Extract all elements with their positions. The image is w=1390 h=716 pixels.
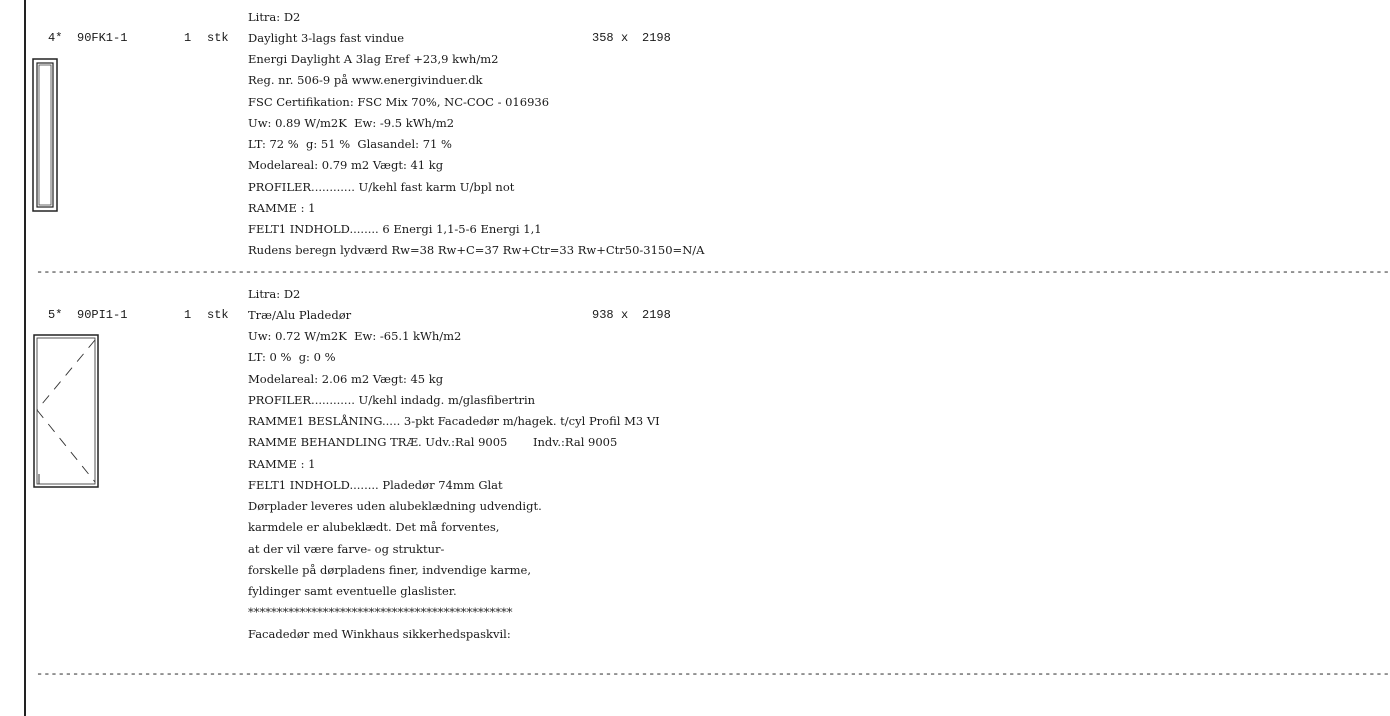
door-drawing <box>33 334 101 490</box>
item-spec-line: fyldinger samt eventuelle glaslister. <box>248 584 457 598</box>
item-spec-line: FELT1 INDHOLD........ Pladedør 74mm Glat <box>248 478 503 492</box>
item-spec-line: PROFILER............ U/kehl fast karm U/bpl not <box>248 180 515 194</box>
item-unit: stk <box>207 308 229 322</box>
item-spec-line: Rudens beregn lydværd Rw=38 Rw+C=37 Rw+Ctr=33 Rw+Ctr50-3150=N/A <box>248 243 705 257</box>
item-spec-line: Modelareal: 0.79 m2 Vægt: 41 kg <box>248 158 444 172</box>
item-spec-line: FELT1 INDHOLD........ 6 Energi 1,1-5-6 Energi 1,1 <box>248 222 542 236</box>
item-spec-line: at der vil være farve- og struktur- <box>248 542 445 556</box>
item-title: Træ/Alu Pladedør <box>248 308 352 322</box>
item-spec-line: forskelle på dørpladens finer, indvendige karme, <box>248 563 531 577</box>
item-code: 90PI1-1 <box>77 308 128 322</box>
left-margin-rule <box>24 0 26 716</box>
item-unit: stk <box>207 31 229 45</box>
item-position: 5* <box>48 308 63 322</box>
item-spec-line: PROFILER............ U/kehl indadg. m/glasfibertrin <box>248 393 536 407</box>
item-quantity: 1 <box>184 308 192 322</box>
item-spec-line: karmdele er alubeklædt. Det må forventes, <box>248 520 500 534</box>
item-litra: Litra: D2 <box>248 10 301 24</box>
item-spec-line: ********************************************** <box>248 605 513 619</box>
item-spec-line: Uw: 0.72 W/m2K Ew: -65.1 kWh/m2 <box>248 329 462 343</box>
item-width: 938 <box>592 308 614 322</box>
item-spec-line: RAMME BEHANDLING TRÆ. Udv.:Ral 9005 Indv.:Ral 9005 <box>248 435 618 449</box>
item-height: 2198 <box>642 308 671 322</box>
item-spec-line: FSC Certifikation: FSC Mix 70%, NC-COC - 016936 <box>248 95 550 109</box>
item-width: 358 <box>592 31 614 45</box>
item-spec-line: Facadedør med Winkhaus sikkerhedspaskvil: <box>248 627 511 641</box>
item-spec-line: LT: 72 % g: 51 % Glasandel: 71 % <box>248 137 452 151</box>
item-litra: Litra: D2 <box>248 287 301 301</box>
item-title: Daylight 3-lags fast vindue <box>248 31 405 45</box>
item-spec-line: Reg. nr. 506-9 på www.energivinduer.dk <box>248 73 483 87</box>
item-position: 4* <box>48 31 63 45</box>
item-dimension-separator: x <box>621 31 629 45</box>
item-spec-line: RAMME : 1 <box>248 457 316 471</box>
item-spec-line: Uw: 0.89 W/m2K Ew: -9.5 kWh/m2 <box>248 116 455 130</box>
item-spec-line: RAMME1 BESLÅNING..... 3-pkt Facadedør m/hagek. t/cyl Profil M3 VI <box>248 414 660 428</box>
item-dimension-separator: x <box>621 308 629 322</box>
item-spec-line: Energi Daylight A 3lag Eref +23,9 kwh/m2 <box>248 52 499 66</box>
item-height: 2198 <box>642 31 671 45</box>
item-code: 90FK1-1 <box>77 31 128 45</box>
item-spec-line: RAMME : 1 <box>248 201 316 215</box>
item-spec-line: Modelareal: 2.06 m2 Vægt: 45 kg <box>248 372 444 386</box>
separator-line: -------------------------------------------------------------------------------------------------------------------------------------------------------------------------------------------- <box>36 265 1390 279</box>
item-spec-line: Dørplader leveres uden alubeklædning udvendigt. <box>248 499 542 513</box>
fixed-window-drawing <box>32 58 60 214</box>
separator-line: -------------------------------------------------------------------------------------------------------------------------------------------------------------------------------------------- <box>36 667 1390 681</box>
item-spec-line: LT: 0 % g: 0 % <box>248 350 336 364</box>
item-quantity: 1 <box>184 31 192 45</box>
